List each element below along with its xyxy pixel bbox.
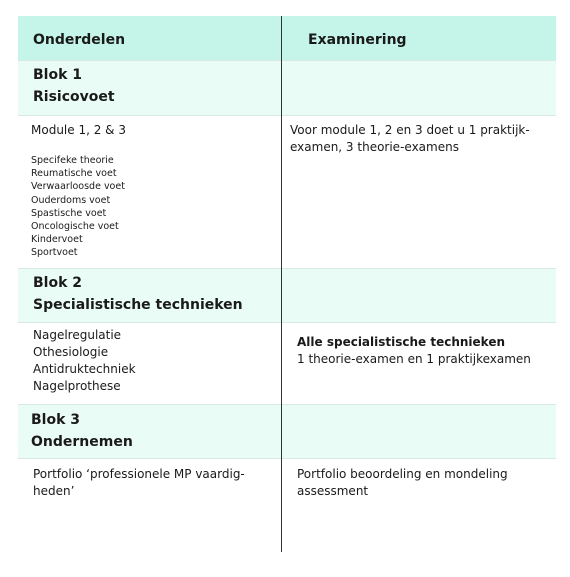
list-item: Antidruktechniek: [33, 362, 136, 376]
column-header-examinering: Examinering: [308, 32, 407, 48]
block-3-portfolio-text: [33, 466, 245, 500]
block-2-topic-list: [33, 327, 136, 395]
module-heading: Module 1, 2 & 3: [31, 123, 126, 137]
block-3-title: Blok 3: [31, 412, 81, 428]
exam-line: examen, 3 theorie-examens: [290, 140, 459, 154]
block-1-exam-text: [290, 122, 530, 156]
block-2-subtitle: Specialistische technieken: [33, 297, 243, 313]
list-item: Ouderdoms voet: [31, 194, 111, 206]
list-item: Sportvoet: [31, 247, 78, 259]
exam-line: assessment: [297, 484, 369, 498]
block-3-exam-text: [297, 466, 508, 500]
list-item: Nagelregulatie: [33, 328, 122, 342]
exam-line: Alle specialistische technieken: [297, 335, 506, 349]
block-3-subtitle: Ondernemen: [31, 434, 133, 450]
exam-line: Portfolio beoordeling en mondeling: [297, 467, 508, 481]
block-2-title: Blok 2: [33, 275, 83, 291]
list-item: Verwaarloosde voet: [31, 181, 125, 193]
column-divider: [281, 16, 282, 552]
block-2-exam-text: [297, 334, 531, 368]
exam-line: Voor module 1, 2 en 3 doet u 1 praktijk-: [290, 123, 530, 137]
list-item: Nagelprothese: [33, 379, 121, 393]
block-1-subtitle: Risicovoet: [33, 89, 115, 105]
list-item: Specifeke theorie: [31, 155, 114, 166]
list-item: Reumatische voet: [31, 168, 117, 180]
column-header-onderdelen: Onderdelen: [33, 32, 126, 48]
portfolio-line: Portfolio ‘professionele MP vaardig-: [33, 467, 245, 481]
block-1-title: Blok 1: [33, 67, 83, 83]
list-item: Oncologische voet: [31, 221, 119, 233]
portfolio-line: heden’: [33, 484, 75, 498]
block-1-topic-list: [31, 154, 125, 260]
exam-line: 1 theorie-examen en 1 praktijkexamen: [297, 352, 531, 366]
list-item: Spastische voet: [31, 207, 107, 219]
list-item: Othesiologie: [33, 345, 109, 359]
list-item: Kindervoet: [31, 234, 83, 246]
